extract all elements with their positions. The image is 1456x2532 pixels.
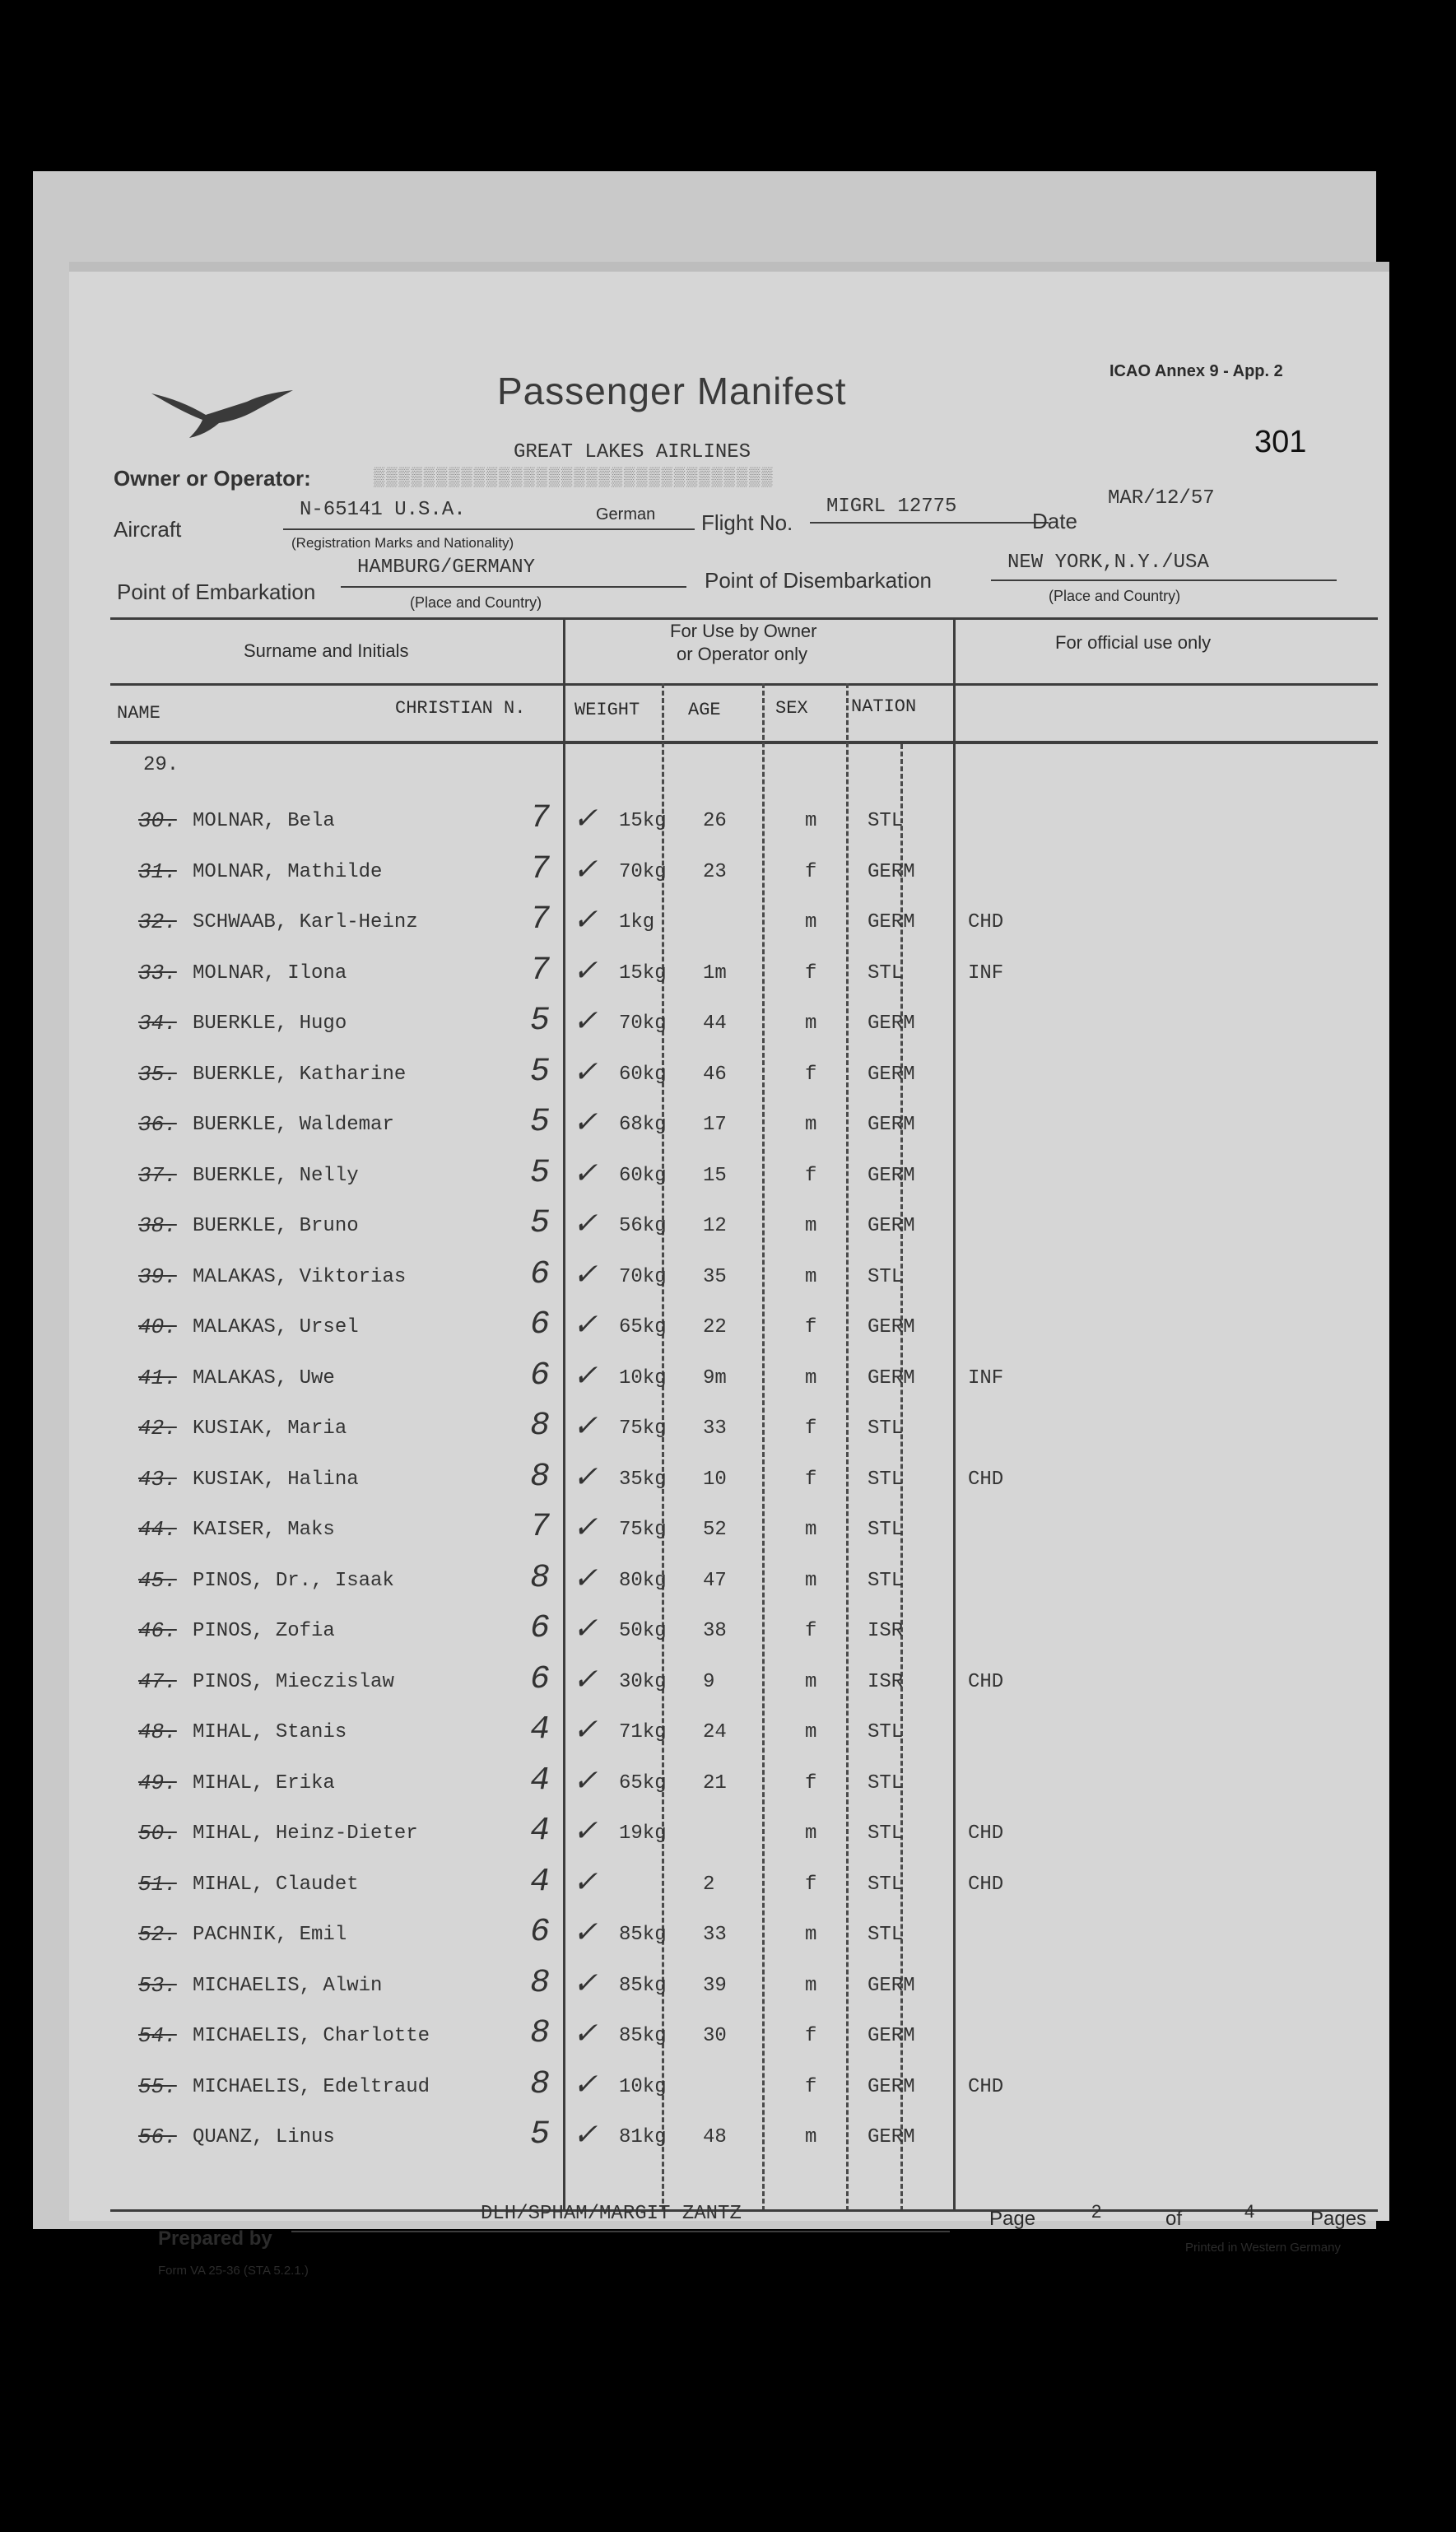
passenger-weight: 65kg <box>619 1316 667 1338</box>
tally-mark: 8 <box>530 1408 551 1445</box>
tally-mark: 6 <box>530 1357 551 1394</box>
check-mark-icon: ✓ <box>573 1411 598 1445</box>
passenger-nation: GERM <box>868 1215 915 1237</box>
check-mark-icon: ✓ <box>573 1917 598 1951</box>
passenger-weight: 68kg <box>619 1114 667 1136</box>
passenger-sex: f <box>805 1772 817 1794</box>
disembark-value: NEW YORK,N.Y./USA <box>1007 552 1209 574</box>
tally-mark: 8 <box>530 1560 551 1597</box>
passenger-sex: m <box>805 911 817 933</box>
printed-note: Printed in Western Germany <box>1185 2241 1341 2255</box>
embark-underline <box>341 586 686 588</box>
check-mark-icon: ✓ <box>573 1563 598 1597</box>
table-row <box>69 1963 1389 2013</box>
embark-sub: (Place and Country) <box>410 594 542 611</box>
heading-surname: Surname and Initials <box>244 640 409 661</box>
embark-label: Point of Embarkation <box>117 579 316 604</box>
passenger-number: 55. <box>138 2074 177 2099</box>
passenger-weight: 71kg <box>619 1721 667 1743</box>
passenger-age: 10 <box>703 1468 727 1491</box>
disembark-label: Point of Disembarkation <box>705 568 933 593</box>
passenger-weight: 85kg <box>619 2025 667 2047</box>
passenger-name: MICHAELIS, Charlotte <box>193 2025 430 2047</box>
tally-mark: 6 <box>530 1256 551 1293</box>
of-label: of <box>1165 2208 1183 2230</box>
table-row <box>69 900 1389 949</box>
check-mark-icon: ✓ <box>573 1968 598 2002</box>
table-row <box>69 1761 1389 1810</box>
prepared-label: Prepared by <box>158 2227 272 2250</box>
passenger-nation: STL <box>868 1570 904 1592</box>
passenger-name: KAISER, Maks <box>193 1519 335 1541</box>
passenger-nation: STL <box>868 1266 904 1288</box>
passenger-nation: STL <box>868 1822 904 1845</box>
passenger-sex: m <box>805 810 817 832</box>
passenger-name: MALAKAS, Uwe <box>193 1367 335 1389</box>
heading-weight: WEIGHT <box>574 700 640 720</box>
table-row <box>69 1254 1389 1304</box>
aircraft-registration: N-65141 U.S.A. <box>300 499 466 521</box>
heading-nation: NATION <box>851 696 917 717</box>
passenger-age: 44 <box>703 1012 727 1035</box>
check-mark-icon: ✓ <box>573 1310 598 1343</box>
passenger-weight: 75kg <box>619 1519 667 1541</box>
disembark-sub: (Place and Country) <box>1049 588 1181 604</box>
page-label: Page <box>989 2208 1036 2230</box>
passenger-name: MICHAELIS, Alwin <box>193 1975 383 1997</box>
passenger-nation: STL <box>868 1468 904 1491</box>
check-mark-icon: ✓ <box>573 1664 598 1698</box>
tally-mark: 8 <box>530 1965 551 2002</box>
passenger-sex: f <box>805 1165 817 1187</box>
official-note: INF <box>968 1367 1004 1389</box>
tally-mark: 7 <box>530 1509 551 1546</box>
passenger-sex: m <box>805 1012 817 1035</box>
passenger-nation: STL <box>868 1417 904 1440</box>
passenger-sex: m <box>805 1721 817 1743</box>
tally-mark: 4 <box>530 1711 551 1748</box>
passenger-name: MOLNAR, Ilona <box>193 962 347 984</box>
passenger-age: 33 <box>703 1417 727 1440</box>
passenger-number: 30. <box>138 808 177 833</box>
table-row <box>69 1710 1389 1759</box>
check-mark-icon: ✓ <box>573 1057 598 1091</box>
check-mark-icon: ✓ <box>573 1158 598 1192</box>
passenger-age: 17 <box>703 1114 727 1136</box>
table-row <box>69 1811 1389 1860</box>
check-mark-icon: ✓ <box>573 1816 598 1850</box>
passenger-age: 22 <box>703 1316 727 1338</box>
check-mark-icon: ✓ <box>573 1361 598 1394</box>
passenger-sex: f <box>805 1468 817 1491</box>
passenger-age: 38 <box>703 1620 727 1642</box>
passenger-weight: 60kg <box>619 1165 667 1187</box>
official-note: CHD <box>968 911 1004 933</box>
passenger-age: 52 <box>703 1519 727 1541</box>
passenger-name: PINOS, Dr., Isaak <box>193 1570 394 1592</box>
table-row <box>69 1507 1389 1557</box>
tally-mark: 7 <box>530 901 551 938</box>
passenger-name: BUERKLE, Bruno <box>193 1215 359 1237</box>
passenger-nation: ISR <box>868 1620 904 1642</box>
passenger-sex: f <box>805 2076 817 2098</box>
passenger-name: MOLNAR, Mathilde <box>193 861 383 883</box>
passenger-nation: STL <box>868 1772 904 1794</box>
table-row <box>69 1862 1389 1911</box>
passenger-nation: GERM <box>868 911 915 933</box>
passenger-nation: GERM <box>868 2076 915 2098</box>
passenger-sex: f <box>805 1316 817 1338</box>
table-row <box>69 1102 1389 1152</box>
heading-sex: SEX <box>775 698 808 719</box>
passenger-weight: 10kg <box>619 2076 667 2098</box>
passenger-age: 12 <box>703 1215 727 1237</box>
passenger-weight: 80kg <box>619 1570 667 1592</box>
check-mark-icon: ✓ <box>573 2018 598 2052</box>
passenger-nation: GERM <box>868 1012 915 1035</box>
prepared-underline <box>291 2231 950 2232</box>
tally-mark: 7 <box>530 800 551 837</box>
passenger-number: 53. <box>138 1973 177 1998</box>
passenger-nation: GERM <box>868 1165 915 1187</box>
passenger-number: 37. <box>138 1163 177 1188</box>
table-row <box>69 2115 1389 2164</box>
passenger-number: 36. <box>138 1112 177 1137</box>
tally-mark: 8 <box>530 1459 551 1496</box>
flight-value: MIGRL 12775 <box>826 496 957 518</box>
check-mark-icon: ✓ <box>573 956 598 989</box>
date-label: Date <box>1032 509 1077 533</box>
check-mark-icon: ✓ <box>573 1766 598 1799</box>
table-row <box>69 1406 1389 1455</box>
passenger-weight: 70kg <box>619 1012 667 1035</box>
heading-name: NAME <box>117 703 160 724</box>
passenger-name: MIHAL, Stanis <box>193 1721 347 1743</box>
passenger-name: BUERKLE, Hugo <box>193 1012 347 1035</box>
tally-mark: 8 <box>530 2066 551 2103</box>
tally-mark: 7 <box>530 851 551 888</box>
official-note: CHD <box>968 1873 1004 1896</box>
passenger-number: 44. <box>138 1517 177 1542</box>
passenger-number: 52. <box>138 1922 177 1947</box>
table-heading-divider <box>110 683 1378 686</box>
passenger-nation: STL <box>868 810 904 832</box>
check-mark-icon: ✓ <box>573 2069 598 2103</box>
aircraft-underline <box>283 528 695 530</box>
check-mark-icon: ✓ <box>573 803 598 837</box>
flight-label: Flight No. <box>701 510 793 535</box>
official-note: CHD <box>968 1822 1004 1845</box>
passenger-age: 15 <box>703 1165 727 1187</box>
passenger-name: BUERKLE, Katharine <box>193 1064 407 1086</box>
passenger-nation: GERM <box>868 2025 915 2047</box>
heading-official: For official use only <box>1055 632 1212 653</box>
passenger-weight: 35kg <box>619 1468 667 1491</box>
owner-label: Owner or Operator: <box>114 466 311 491</box>
check-mark-icon: ✓ <box>573 1259 598 1293</box>
passenger-name: PACHNIK, Emil <box>193 1924 347 1946</box>
sheet-number: 301 <box>1254 425 1307 459</box>
passenger-nation: GERM <box>868 1316 915 1338</box>
tally-mark: 5 <box>530 1155 551 1192</box>
passenger-sex: f <box>805 962 817 984</box>
tally-mark: 6 <box>530 1661 551 1698</box>
tally-mark: 5 <box>530 1104 551 1141</box>
passenger-nation: ISR <box>868 1671 904 1693</box>
passenger-age: 48 <box>703 2126 727 2148</box>
table-row <box>69 1558 1389 1608</box>
passenger-sex: f <box>805 1064 817 1086</box>
passenger-nation: GERM <box>868 1975 915 1997</box>
passenger-age: 2 <box>703 1873 715 1896</box>
passenger-sex: m <box>805 1367 817 1389</box>
passenger-age: 47 <box>703 1570 727 1592</box>
passenger-number: 56. <box>138 2125 177 2149</box>
passenger-age: 46 <box>703 1064 727 1086</box>
heading-owner-use-2: or Operator only <box>677 644 807 664</box>
passenger-number: 51. <box>138 1872 177 1897</box>
tally-mark: 4 <box>530 1762 551 1799</box>
flight-underline <box>810 522 1049 524</box>
passenger-name: SCHWAAB, Karl-Heinz <box>193 911 418 933</box>
passenger-name: PINOS, Mieczislaw <box>193 1671 394 1693</box>
passenger-sex: f <box>805 1873 817 1896</box>
date-value: MAR/12/57 <box>1108 487 1215 510</box>
passenger-nation: STL <box>868 962 904 984</box>
passenger-nation: STL <box>868 1873 904 1896</box>
passenger-nation: GERM <box>868 861 915 883</box>
passenger-sex: m <box>805 1266 817 1288</box>
passenger-sex: m <box>805 1671 817 1693</box>
passenger-number: 48. <box>138 1720 177 1744</box>
table-row <box>69 1608 1389 1658</box>
passenger-sex: m <box>805 1519 817 1541</box>
check-mark-icon: ✓ <box>573 1107 598 1141</box>
heading-owner-use-1: For Use by Owner <box>670 621 817 641</box>
passenger-nation: GERM <box>868 2126 915 2148</box>
passenger-age: 35 <box>703 1266 727 1288</box>
passenger-name: MIHAL, Heinz-Dieter <box>193 1822 418 1845</box>
table-row <box>69 1052 1389 1101</box>
passenger-number: 39. <box>138 1264 177 1289</box>
passenger-age: 26 <box>703 810 727 832</box>
table-row <box>69 951 1389 1000</box>
passenger-number: 43. <box>138 1467 177 1492</box>
passenger-name: MIHAL, Claudet <box>193 1873 359 1896</box>
table-row <box>69 1203 1389 1253</box>
tally-mark: 8 <box>530 2015 551 2052</box>
aircraft-sub: (Registration Marks and Nationality) <box>291 535 514 551</box>
heading-christian: CHRISTIAN N. <box>395 698 526 719</box>
passenger-sex: m <box>805 2126 817 2148</box>
table-top-border <box>110 617 1378 620</box>
official-note: CHD <box>968 1671 1004 1693</box>
check-mark-icon: ✓ <box>573 1006 598 1040</box>
passenger-name: QUANZ, Linus <box>193 2126 335 2148</box>
passenger-name: MALAKAS, Ursel <box>193 1316 359 1338</box>
disembark-underline <box>991 579 1337 581</box>
passenger-name: PINOS, Zofia <box>193 1620 335 1642</box>
check-mark-icon: ✓ <box>573 1208 598 1242</box>
start-number: 29. <box>143 754 179 776</box>
passenger-sex: f <box>805 1620 817 1642</box>
table-row <box>69 1305 1389 1354</box>
passenger-weight: 65kg <box>619 1772 667 1794</box>
table-bottom-border <box>110 2209 1378 2212</box>
passenger-name: MALAKAS, Viktorias <box>193 1266 407 1288</box>
passenger-number: 41. <box>138 1366 177 1390</box>
check-mark-icon: ✓ <box>573 854 598 888</box>
passenger-age: 23 <box>703 861 727 883</box>
tally-mark: 5 <box>530 1003 551 1040</box>
passenger-weight: 60kg <box>619 1064 667 1086</box>
tally-mark: 4 <box>530 1813 551 1850</box>
passenger-name: MIHAL, Erika <box>193 1772 335 1794</box>
check-mark-icon: ✓ <box>573 1867 598 1901</box>
table-row <box>69 1457 1389 1506</box>
passenger-sex: m <box>805 1924 817 1946</box>
passenger-number: 33. <box>138 961 177 985</box>
passenger-age: 9 <box>703 1671 715 1693</box>
passenger-weight: 85kg <box>619 1924 667 1946</box>
passenger-sex: m <box>805 1215 817 1237</box>
document-title: Passenger Manifest <box>497 370 847 412</box>
passenger-number: 34. <box>138 1011 177 1036</box>
official-note: INF <box>968 962 1004 984</box>
table-row <box>69 2064 1389 2114</box>
table-row <box>69 849 1389 899</box>
check-mark-icon: ✓ <box>573 1715 598 1748</box>
passenger-age: 39 <box>703 1975 727 1997</box>
passenger-weight: 1kg <box>619 911 655 933</box>
passenger-age: 9m <box>703 1367 727 1389</box>
passenger-name: BUERKLE, Waldemar <box>193 1114 394 1136</box>
check-mark-icon: ✓ <box>573 1613 598 1647</box>
passenger-weight: 56kg <box>619 1215 667 1237</box>
passenger-name: MOLNAR, Bela <box>193 810 335 832</box>
prepared-value: DLH/SPHAM/MARGIT ZANTZ <box>481 2203 742 2225</box>
check-mark-icon: ✓ <box>573 2120 598 2153</box>
passenger-sex: f <box>805 2025 817 2047</box>
passenger-sex: f <box>805 1417 817 1440</box>
passenger-number: 38. <box>138 1213 177 1238</box>
heading-age: AGE <box>688 700 721 720</box>
table-row <box>69 1356 1389 1405</box>
passenger-weight: 81kg <box>619 2126 667 2148</box>
passenger-number: 35. <box>138 1062 177 1087</box>
passenger-weight: 50kg <box>619 1620 667 1642</box>
passenger-name: KUSIAK, Maria <box>193 1417 347 1440</box>
passenger-number: 54. <box>138 2023 177 2048</box>
aircraft-label: Aircraft <box>114 517 182 542</box>
tally-mark: 6 <box>530 1610 551 1647</box>
passenger-weight: 75kg <box>619 1417 667 1440</box>
page-value: 2 <box>1091 2201 1102 2222</box>
table-row <box>69 1001 1389 1050</box>
passenger-weight: 15kg <box>619 962 667 984</box>
passenger-number: 32. <box>138 910 177 934</box>
passenger-number: 40. <box>138 1315 177 1339</box>
passenger-sex: f <box>805 861 817 883</box>
passenger-weight: 85kg <box>619 1975 667 1997</box>
passenger-weight: 15kg <box>619 810 667 832</box>
passenger-weight: 30kg <box>619 1671 667 1693</box>
check-mark-icon: ✓ <box>573 905 598 938</box>
passenger-sex: m <box>805 1822 817 1845</box>
of-value: 4 <box>1244 2201 1255 2222</box>
passenger-sex: m <box>805 1114 817 1136</box>
passenger-nation: STL <box>868 1924 904 1946</box>
passenger-number: 46. <box>138 1618 177 1643</box>
passenger-number: 42. <box>138 1416 177 1441</box>
passenger-age: 21 <box>703 1772 727 1794</box>
passenger-weight: 70kg <box>619 1266 667 1288</box>
passenger-sex: m <box>805 1975 817 1997</box>
passenger-nation: GERM <box>868 1367 915 1389</box>
passenger-weight: 19kg <box>619 1822 667 1845</box>
check-mark-icon: ✓ <box>573 1512 598 1546</box>
table-row <box>69 1153 1389 1203</box>
passenger-weight: 10kg <box>619 1367 667 1389</box>
passenger-weight: 70kg <box>619 861 667 883</box>
form-number: Form VA 25-36 (STA 5.2.1.) <box>158 2264 309 2278</box>
table-row <box>69 2013 1389 2063</box>
passenger-number: 49. <box>138 1771 177 1795</box>
overtyped-text: ▒▒▒▒▒▒▒▒▒▒▒▒▒▒▒▒▒▒▒▒▒▒▒▒▒▒▒▒▒▒▒▒ <box>374 468 775 488</box>
passenger-age: 33 <box>703 1924 727 1946</box>
tally-mark: 7 <box>530 952 551 989</box>
aircraft-note: German <box>596 505 656 524</box>
crane-logo-icon <box>148 384 296 441</box>
table-row <box>69 1912 1389 1962</box>
manifest-sheet <box>69 272 1389 2278</box>
passenger-number: 47. <box>138 1669 177 1694</box>
tally-mark: 5 <box>530 1205 551 1242</box>
passenger-nation: STL <box>868 1519 904 1541</box>
passenger-sex: m <box>805 1570 817 1592</box>
passenger-name: KUSIAK, Halina <box>193 1468 359 1491</box>
passenger-nation: GERM <box>868 1064 915 1086</box>
official-note: CHD <box>968 1468 1004 1491</box>
passenger-number: 45. <box>138 1568 177 1593</box>
pages-label: Pages <box>1310 2208 1367 2230</box>
table-header-border <box>110 741 1378 744</box>
passenger-name: BUERKLE, Nelly <box>193 1165 359 1187</box>
passenger-name: MICHAELIS, Edeltraud <box>193 2076 430 2098</box>
icao-reference: ICAO Annex 9 - App. 2 <box>1109 362 1283 380</box>
passenger-nation: GERM <box>868 1114 915 1136</box>
tally-mark: 6 <box>530 1914 551 1951</box>
tally-mark: 5 <box>530 1054 551 1091</box>
tally-mark: 4 <box>530 1864 551 1901</box>
embark-value: HAMBURG/GERMANY <box>357 556 536 579</box>
passenger-age: 1m <box>703 962 727 984</box>
passenger-number: 31. <box>138 859 177 884</box>
passenger-nation: STL <box>868 1721 904 1743</box>
table-row <box>69 1659 1389 1709</box>
tally-mark: 5 <box>530 2116 551 2153</box>
tally-mark: 6 <box>530 1306 551 1343</box>
passenger-age: 24 <box>703 1721 727 1743</box>
table-row <box>69 798 1389 848</box>
check-mark-icon: ✓ <box>573 1462 598 1496</box>
owner-value: GREAT LAKES AIRLINES <box>514 441 751 463</box>
official-note: CHD <box>968 2076 1004 2098</box>
passenger-number: 50. <box>138 1821 177 1845</box>
passenger-age: 30 <box>703 2025 727 2047</box>
